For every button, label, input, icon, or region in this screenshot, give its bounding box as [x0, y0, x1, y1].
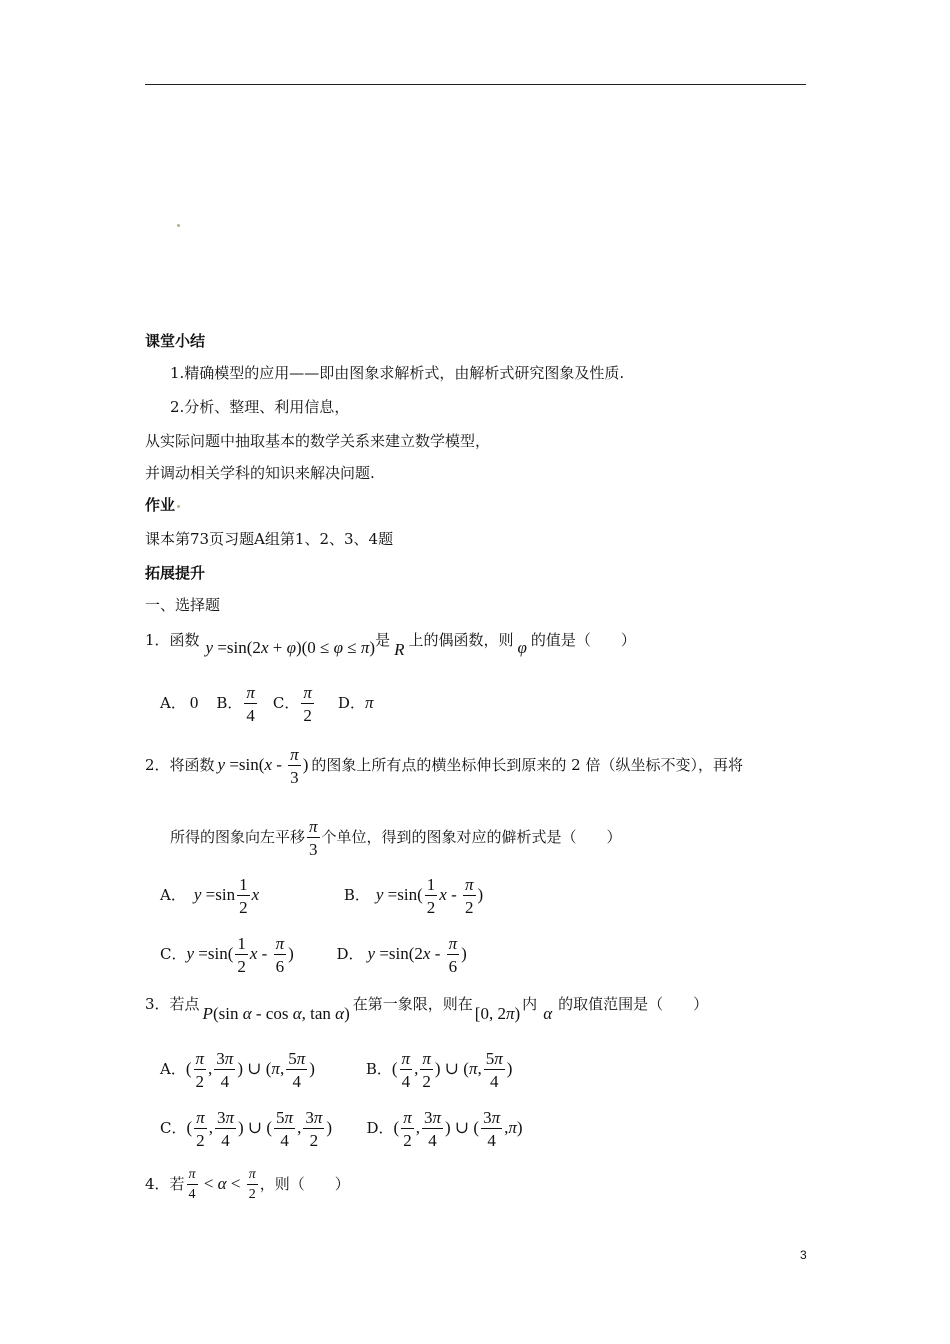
q2-option-a-label: A． — [160, 885, 186, 904]
q3-options-row-1 — [160, 1050, 512, 1090]
choice-heading: 一、选择题 — [145, 596, 221, 614]
q1-options — [160, 684, 373, 724]
q4-text-tail: ，则（ ） — [259, 1174, 350, 1193]
q3-option-a-label: A． — [160, 1059, 186, 1078]
q1-text-is: 是 — [375, 631, 391, 649]
q2-option-d: y =sin(2x - $\frac{\pi}{6}$ ) — [367, 934, 467, 976]
q2-option-a: y =sin $\frac{1}{2}$ x — [193, 875, 260, 917]
q1-option-a: 0 — [189, 692, 199, 712]
q4-line — [145, 1168, 350, 1202]
q3-text-pre: 3．若点 — [145, 995, 200, 1013]
q2-formula: y =sin(x - $\frac{\pi}{3}$ ) — [217, 745, 309, 787]
homework-text: 课本第73页习题A组第1、2、3、4题 — [145, 530, 394, 548]
q2-options-row-2 — [160, 935, 467, 975]
q2-option-d-label: D． — [336, 944, 364, 963]
q1-text-tail: 的值是（ ） — [530, 631, 636, 649]
q3-option-b: ( $\frac{\pi}{4}$ , $\frac{\pi}{2}$ ) ∪ (π, $\frac{5\pi}{4}$ ) — [391, 1049, 513, 1091]
q2-text-shift: 所得的图象向左平移 — [170, 827, 306, 846]
q1-R: R — [394, 640, 405, 659]
q3-point: P(sin α - cos α, tan α) — [202, 1004, 350, 1023]
q3-option-a: ( $\frac{\pi}{2}$ , $\frac{3\pi}{4}$ ) ∪ (π, $\frac{5\pi}{4}$ ) — [185, 1049, 315, 1091]
q1-option-c: $\frac{\pi}{2}$ — [303, 683, 312, 725]
q1-number: 1．函数 — [145, 631, 200, 649]
summary-heading: 课堂小结 — [145, 332, 206, 350]
summary-item-1: 1.精确模型的应用——即由图象求解析式，由解析式研究图象及性质. — [170, 364, 625, 382]
q3-alpha: α — [543, 1004, 553, 1023]
stray-dot — [177, 505, 180, 508]
q2-text-post: 的图象上所有点的横坐标伸长到原来的 2 倍（纵坐标不变），再将 — [311, 755, 743, 774]
q2-line-2 — [170, 818, 622, 858]
q4-text-pre: 4．若 — [145, 1174, 185, 1193]
q2-shift-amount: $\frac{\pi}{3}$ — [309, 817, 318, 859]
q3-text-mid: 在第一象限，则在 — [352, 995, 473, 1013]
q1-option-b-label: B． — [216, 693, 243, 712]
q1-option-d: π — [364, 692, 374, 712]
summary-item-4: 并调动相关学科的知识来解决问题. — [145, 464, 375, 482]
extension-heading: 拓展提升 — [145, 564, 206, 582]
q4-inequality: $\frac{\pi}{4}$ < α < $\frac{\pi}{2}$ — [188, 1167, 256, 1202]
q3-text-in: 内 — [522, 995, 538, 1013]
q3-option-c: ( $\frac{\pi}{2}$ , $\frac{3\pi}{4}$ ) ∪ ( $\frac{5\pi}{4}$ , $\frac{3\pi}{2}$ ) — [186, 1108, 333, 1150]
q2-option-c-label: C． — [160, 944, 187, 963]
q3-line — [145, 993, 709, 1023]
q1-text-mid: 上的偶函数，则 — [408, 631, 514, 649]
q2-option-b-label: B． — [343, 885, 370, 904]
q2-text-pre: 2．将函数 — [145, 755, 215, 774]
summary-item-2: 2.分析、整理、利用信息， — [170, 398, 350, 416]
q3-option-c-label: C． — [160, 1118, 187, 1137]
q2-options-row-1 — [160, 876, 483, 916]
q1-formula: y =sin(2x + φ)(0 ≤ φ ≤ π) — [205, 638, 376, 657]
q3-option-d-label: D． — [366, 1118, 394, 1137]
q2-option-c: y =sin( $\frac{1}{2}$ x - $\frac{\pi}{6}$ ) — [186, 934, 294, 976]
q3-option-d: ( $\frac{\pi}{2}$ , $\frac{3\pi}{4}$ ) ∪ ( $\frac{3\pi}{4}$ ,π) — [393, 1108, 523, 1150]
q1-phi: φ — [517, 638, 527, 657]
stray-dot — [177, 224, 180, 227]
header-rule — [145, 84, 806, 85]
q1-option-a-label: A． — [160, 693, 186, 712]
q3-interval: [0, 2π) — [474, 1004, 521, 1023]
q2-option-b: y =sin( $\frac{1}{2}$ x - $\frac{\pi}{2}$ ) — [375, 875, 484, 917]
page-number: 3 — [800, 1248, 807, 1262]
q1-line — [145, 629, 636, 659]
q3-options-row-2 — [160, 1109, 523, 1149]
summary-item-3: 从实际问题中抽取基本的数学关系来建立数学模型， — [145, 432, 491, 450]
q2-line-1 — [145, 746, 743, 786]
q1-option-b: $\frac{\pi}{4}$ — [246, 683, 255, 725]
q3-text-tail: 的取值范围是（ ） — [558, 995, 709, 1013]
q3-option-b-label: B． — [365, 1059, 392, 1078]
q2-text-tail: 个单位，得到的图象对应的僻析式是（ ） — [321, 827, 622, 846]
q1-option-d-label: D． — [337, 693, 365, 712]
homework-heading: 作业 — [145, 496, 176, 514]
q1-option-c-label: C． — [272, 693, 300, 712]
